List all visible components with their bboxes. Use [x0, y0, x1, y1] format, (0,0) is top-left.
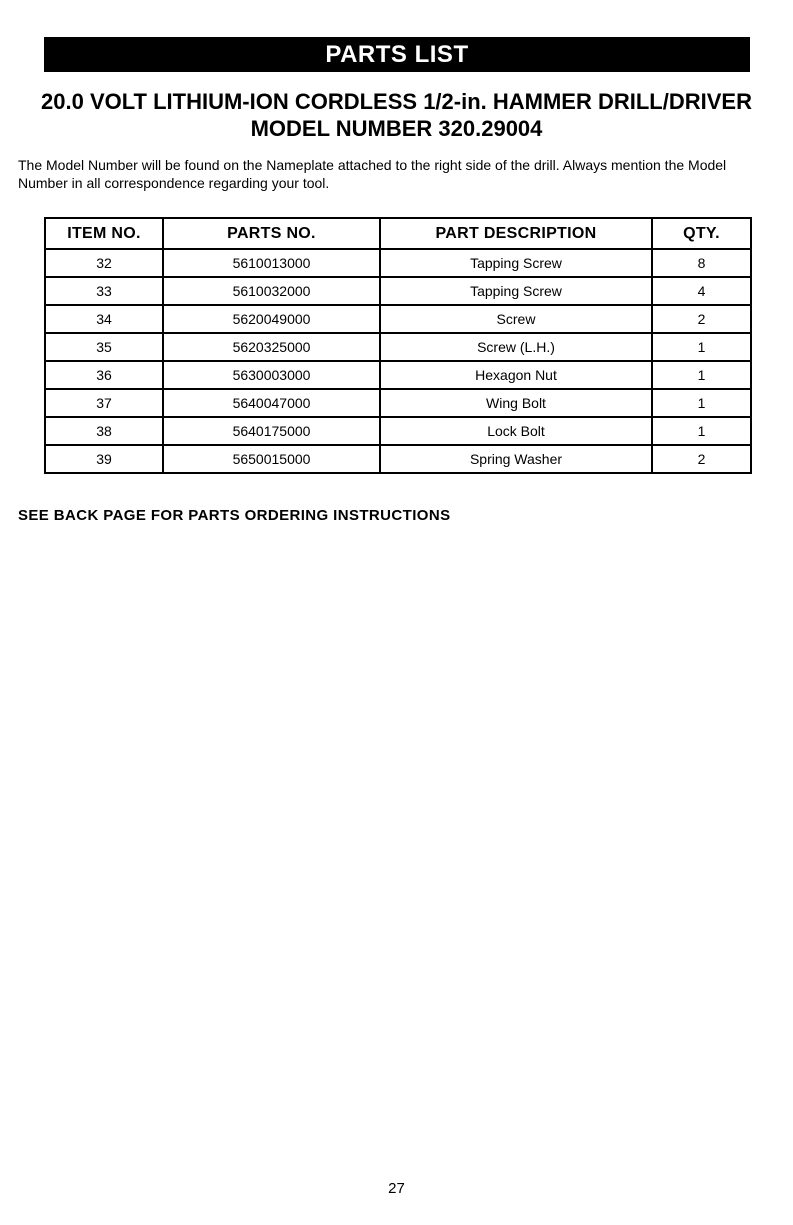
description-cell: Tapping Screw: [380, 249, 652, 277]
parts-no-cell: 5630003000: [163, 361, 380, 389]
qty-cell: 1: [652, 361, 751, 389]
item-no-cell: 34: [45, 305, 163, 333]
parts-no-cell: 5620325000: [163, 333, 380, 361]
model-number-title: MODEL NUMBER 320.29004: [250, 116, 543, 141]
description-cell: Hexagon Nut: [380, 361, 652, 389]
parts-no-cell: 5610032000: [163, 277, 380, 305]
description-cell: Screw (L.H.): [380, 333, 652, 361]
item-no-cell: 33: [45, 277, 163, 305]
description-cell: Lock Bolt: [380, 417, 652, 445]
table-row: [45, 389, 751, 417]
parts-no-cell: 5610013000: [163, 249, 380, 277]
item-no-cell: 37: [45, 389, 163, 417]
column-header-part-description: PART DESCRIPTION: [380, 218, 652, 249]
table-row: [45, 305, 751, 333]
table-row: [45, 445, 751, 473]
product-title: 20.0 VOLT LITHIUM-ION CORDLESS 1/2-in. HAMMER DRILL/DRIVER: [41, 89, 752, 114]
parts-no-cell: 5640175000: [163, 417, 380, 445]
table-row: [45, 417, 751, 445]
page-number: 27: [388, 1180, 405, 1197]
table-header-row: [45, 218, 751, 249]
description-cell: Tapping Screw: [380, 277, 652, 305]
description-cell: Spring Washer: [380, 445, 652, 473]
qty-cell: 1: [652, 333, 751, 361]
item-no-cell: 38: [45, 417, 163, 445]
description-cell: Wing Bolt: [380, 389, 652, 417]
item-no-cell: 32: [45, 249, 163, 277]
column-header-parts-no: PARTS NO.: [163, 218, 380, 249]
column-header-item-no: ITEM NO.: [45, 218, 163, 249]
parts-no-cell: 5650015000: [163, 445, 380, 473]
table-row: [45, 333, 751, 361]
qty-cell: 1: [652, 417, 751, 445]
item-no-cell: 35: [45, 333, 163, 361]
qty-cell: 2: [652, 445, 751, 473]
back-page-note: SEE BACK PAGE FOR PARTS ORDERING INSTRUCTIONS: [18, 507, 451, 524]
description-cell: Screw: [380, 305, 652, 333]
qty-cell: 8: [652, 249, 751, 277]
parts-table: [44, 217, 752, 474]
qty-cell: 1: [652, 389, 751, 417]
parts-no-cell: 5620049000: [163, 305, 380, 333]
qty-cell: 4: [652, 277, 751, 305]
column-header-qty: QTY.: [652, 218, 751, 249]
parts-no-cell: 5640047000: [163, 389, 380, 417]
table-row: [45, 277, 751, 305]
intro-paragraph: The Model Number will be found on the Nameplate attached to the right side of the drill. Always mention the Model Number in all correspondence regarding your tool.: [18, 157, 727, 191]
item-no-cell: 39: [45, 445, 163, 473]
item-no-cell: 36: [45, 361, 163, 389]
table-row: [45, 361, 751, 389]
table-row: [45, 249, 751, 277]
qty-cell: 2: [652, 305, 751, 333]
parts-list-banner: PARTS LIST: [44, 37, 750, 72]
